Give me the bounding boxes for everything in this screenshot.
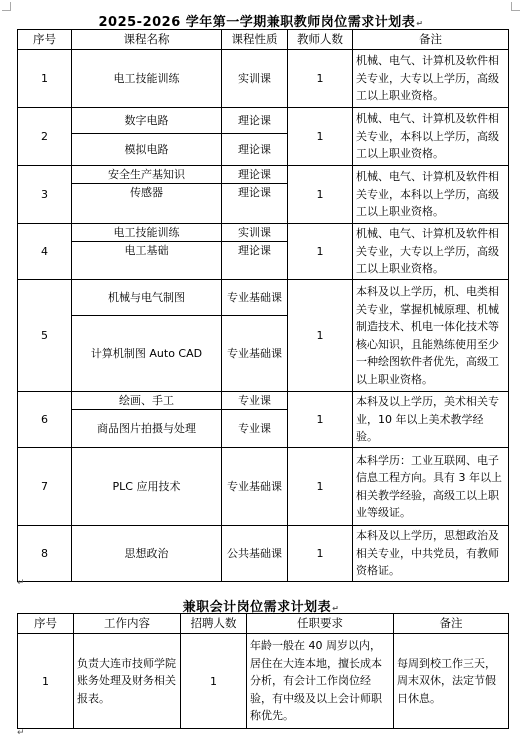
teacher-plan-table	[17, 29, 509, 582]
header-note: 备注	[394, 614, 509, 634]
header-no: 序号	[18, 30, 72, 50]
header-type: 课程性质	[222, 30, 288, 50]
row-no: 7	[18, 448, 72, 526]
row-no: 1	[18, 634, 74, 729]
table-row	[18, 166, 509, 184]
teacher-count: 1	[288, 166, 353, 224]
course-type: 公共基础课	[222, 526, 288, 582]
course-name: 电工技能训练	[72, 50, 222, 108]
paragraph-mark: ↵	[17, 578, 25, 588]
row-no: 6	[18, 392, 72, 448]
teacher-count: 1	[288, 448, 353, 526]
course-name: 电工技能训练	[72, 224, 222, 242]
table-row	[18, 50, 509, 108]
row-note: 本科及以上学历，机、电类相关专业，掌握机械原理、机械制造技术、机电一体化技术等核心知识，且能熟练使用至少一种绘图软件者优先，高级工以上职业资格。	[353, 280, 509, 392]
row-no: 1	[18, 50, 72, 108]
job-content: 负责大连市技师学院账务处理及财务相关报表。	[74, 634, 181, 729]
row-note: 机械、电气、计算机及软件相关专业，大专以上学历，高级工以上职业资格。	[353, 50, 509, 108]
course-type: 理论课	[222, 242, 288, 280]
teacher-count: 1	[288, 526, 353, 582]
course-name: 模拟电路	[72, 134, 222, 166]
teacher-count: 1	[288, 108, 353, 166]
job-requirement: 年龄一般在 40 周岁以内，居住在大连本地，擅长成本分析，有会计工作岗位经验，有中级及以上会计师职称优先。	[247, 634, 394, 729]
row-note: 本科及以上学历，美术相关专业，10 年以上美术教学经验。	[353, 392, 509, 448]
course-name: 计算机制图 Auto CAD	[72, 316, 222, 392]
row-no: 8	[18, 526, 72, 582]
course-name: PLC 应用技术	[72, 448, 222, 526]
course-type: 专业课	[222, 410, 288, 448]
teacher-count: 1	[288, 280, 353, 392]
course-name: 机械与电气制图	[72, 280, 222, 316]
table-header-row	[18, 614, 509, 634]
row-no: 2	[18, 108, 72, 166]
header-requirement: 任职要求	[247, 614, 394, 634]
table-row	[18, 392, 509, 410]
teacher-count: 1	[288, 392, 353, 448]
table-row	[18, 634, 509, 729]
paragraph-mark: ↵	[17, 728, 25, 738]
header-note: 备注	[353, 30, 509, 50]
margin-mark	[511, 2, 520, 11]
header-course: 课程名称	[72, 30, 222, 50]
margin-mark	[2, 2, 11, 11]
course-name: 安全生产基知识	[72, 166, 222, 184]
teacher-count: 1	[288, 224, 353, 280]
row-note: 每周到校工作三天，周末双休，法定节假日休息。	[394, 634, 509, 729]
course-name: 思想政治	[72, 526, 222, 582]
table-row	[18, 108, 509, 134]
table-header-row	[18, 30, 509, 50]
table-row	[18, 526, 509, 582]
course-type: 实训课	[222, 224, 288, 242]
course-name: 电工基础	[72, 242, 222, 280]
row-note: 本科及以上学历，思想政治及相关专业，中共党员，有教师资格证。	[353, 526, 509, 582]
row-no: 5	[18, 280, 72, 392]
course-type: 理论课	[222, 166, 288, 184]
row-note: 本科学历：工业互联网、电子信息工程方向。具有 3 年以上相关教学经验，高级工以上职业等级证。	[353, 448, 509, 526]
course-name: 商品图片拍摄与处理	[72, 410, 222, 448]
table-row	[18, 448, 509, 526]
accountant-plan-table	[17, 613, 509, 729]
course-name: 数字电路	[72, 108, 222, 134]
row-note: 机械、电气、计算机及软件相关专业，本科以上学历，高级工以上职业资格。	[353, 108, 509, 166]
course-type: 专业课	[222, 392, 288, 410]
course-type: 理论课	[222, 184, 288, 224]
course-type: 专业基础课	[222, 280, 288, 316]
course-type: 专业基础课	[222, 448, 288, 526]
table-row	[18, 224, 509, 242]
row-no: 4	[18, 224, 72, 280]
course-type: 专业基础课	[222, 316, 288, 392]
header-count: 招聘人数	[181, 614, 247, 634]
course-type: 理论课	[222, 134, 288, 166]
teacher-count: 1	[288, 50, 353, 108]
row-no: 3	[18, 166, 72, 224]
accountant-plan-title: 兼职会计岗位需求计划表↵	[182, 600, 340, 615]
table-row	[18, 280, 509, 316]
header-count: 教师人数	[288, 30, 353, 50]
teacher-plan-title: 2025-2026 学年第一学期兼职教师岗位需求计划表↵	[98, 15, 424, 30]
course-name: 绘画、手工	[72, 392, 222, 410]
row-note: 机械、电气、计算机及软件相关专业，大专以上学历，高级工以上职业资格。	[353, 224, 509, 280]
header-no: 序号	[18, 614, 74, 634]
hire-count: 1	[181, 634, 247, 729]
course-name: 传感器	[72, 184, 222, 224]
row-note: 机械、电气、计算机及软件相关专业，本科以上学历，高级工以上职业资格。	[353, 166, 509, 224]
header-content: 工作内容	[74, 614, 181, 634]
course-type: 实训课	[222, 50, 288, 108]
course-type: 理论课	[222, 108, 288, 134]
